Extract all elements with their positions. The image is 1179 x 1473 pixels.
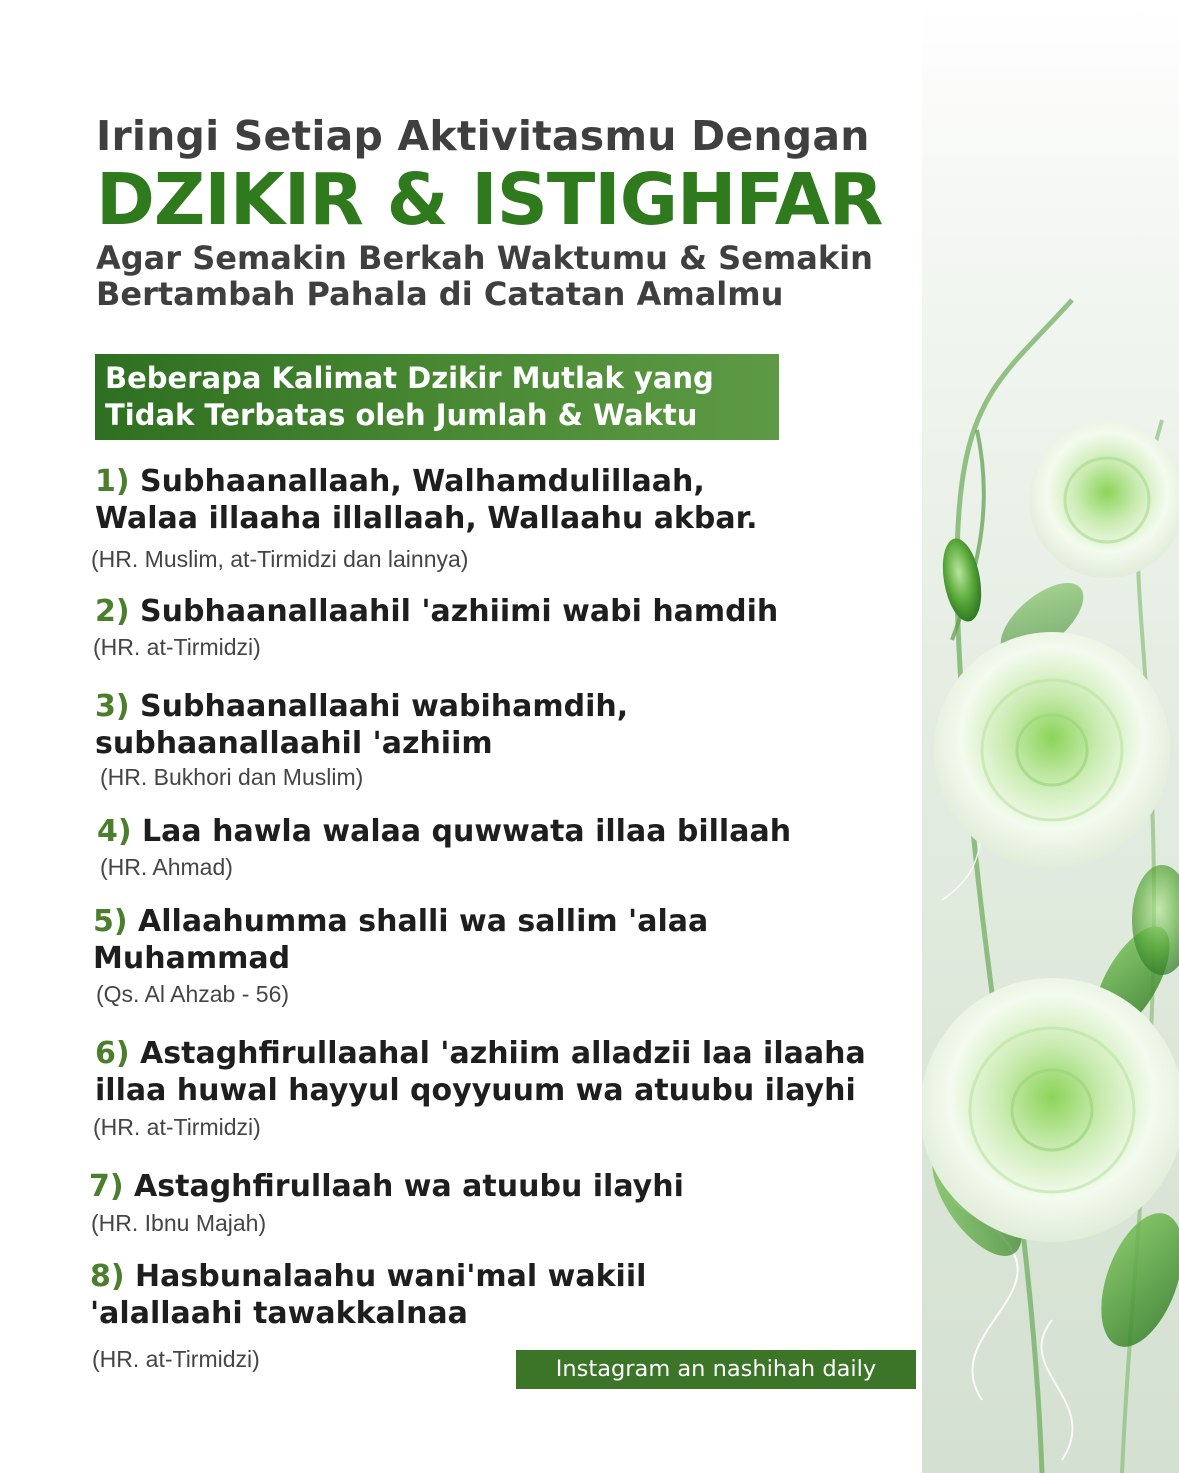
header-subtitle bbox=[96, 240, 873, 312]
item-8-number: 8) bbox=[90, 1259, 125, 1294]
header-subtitle-line-1: Agar Semakin Berkah Waktumu & Semakin bbox=[96, 239, 873, 277]
item-8-line-1 bbox=[90, 1258, 990, 1295]
item-4-line-1 bbox=[97, 813, 997, 850]
banner-line-2: Tidak Terbatas oleh Jumlah & Waktu bbox=[105, 398, 698, 432]
item-5-number: 5) bbox=[93, 904, 128, 939]
list-item-4 bbox=[97, 813, 997, 881]
item-1-line-2: Walaa illaaha illallaah, Wallaahu akbar. bbox=[95, 501, 758, 536]
item-3-line-1 bbox=[95, 688, 995, 725]
item-8-line-2: 'alallaahi tawakkalnaa bbox=[90, 1296, 468, 1331]
header-intro: Iringi Setiap Aktivitasmu Dengan bbox=[96, 112, 870, 160]
item-6-reference: (HR. at-Tirmidzi) bbox=[93, 1114, 261, 1140]
item-1-reference: (HR. Muslim, at-Tirmidzi dan lainnya) bbox=[91, 546, 469, 572]
item-5-line-2: Muhammad bbox=[93, 941, 291, 976]
item-2-number: 2) bbox=[95, 594, 130, 629]
item-4-text-line-1: Laa hawla walaa quwwata illaa billaah bbox=[142, 814, 792, 849]
list-item-2 bbox=[95, 593, 995, 661]
banner-line-1: Beberapa Kalimat Dzikir Mutlak yang bbox=[105, 361, 714, 395]
item-6-text-line-1: Astaghfirullaahal 'azhiim alladzii laa ilaaha bbox=[140, 1036, 866, 1071]
item-3-reference: (HR. Bukhori dan Muslim) bbox=[100, 764, 364, 790]
item-7-text-line-1: Astaghfirullaah wa atuubu ilayhi bbox=[134, 1169, 684, 1204]
item-6-number: 6) bbox=[95, 1036, 130, 1071]
item-1-text-line-1: Subhaanallaah, Walhamdulillaah, bbox=[140, 464, 705, 499]
item-2-text-line-1: Subhaanallaahil 'azhiimi wabi hamdih bbox=[140, 594, 779, 629]
item-5-line-1 bbox=[93, 903, 993, 940]
list-item-1 bbox=[91, 463, 995, 573]
item-3-number: 3) bbox=[95, 689, 130, 724]
item-1-number: 1) bbox=[95, 464, 130, 499]
header-subtitle-line-2: Bertambah Pahala di Catatan Amalmu bbox=[96, 275, 784, 313]
instagram-credit-badge: Instagram an nashihah daily bbox=[516, 1350, 916, 1389]
item-5-reference: (Qs. Al Ahzab - 56) bbox=[96, 981, 290, 1007]
item-2-line-1 bbox=[95, 593, 995, 630]
item-6-line-1 bbox=[95, 1035, 995, 1072]
section-banner bbox=[95, 354, 779, 440]
item-5-text-line-1: Allaahumma shalli wa sallim 'alaa bbox=[138, 904, 709, 939]
page-title: DZIKIR & ISTIGHFAR bbox=[96, 158, 883, 241]
item-8-reference: (HR. at-Tirmidzi) bbox=[92, 1346, 260, 1372]
list-item-5 bbox=[93, 903, 993, 1008]
item-4-number: 4) bbox=[97, 814, 132, 849]
item-3-text-line-1: Subhaanallaahi wabihamdih, bbox=[140, 689, 629, 724]
item-2-reference: (HR. at-Tirmidzi) bbox=[93, 634, 261, 660]
item-3-line-2: subhaanallaahil 'azhiim bbox=[95, 726, 493, 761]
item-8-text-line-1: Hasbunalaahu wani'mal wakiil bbox=[135, 1259, 647, 1294]
item-7-number: 7) bbox=[89, 1169, 124, 1204]
item-4-reference: (HR. Ahmad) bbox=[100, 854, 233, 880]
item-6-line-2: illaa huwal hayyul qoyyuum wa atuubu ilayhi bbox=[95, 1073, 856, 1108]
list-item-3 bbox=[95, 688, 995, 791]
item-7-reference: (HR. Ibnu Majah) bbox=[91, 1210, 267, 1236]
item-7-line-1 bbox=[89, 1168, 989, 1205]
item-1-line-1 bbox=[95, 463, 995, 500]
list-item-7 bbox=[89, 1168, 989, 1237]
list-item-6 bbox=[95, 1035, 995, 1141]
